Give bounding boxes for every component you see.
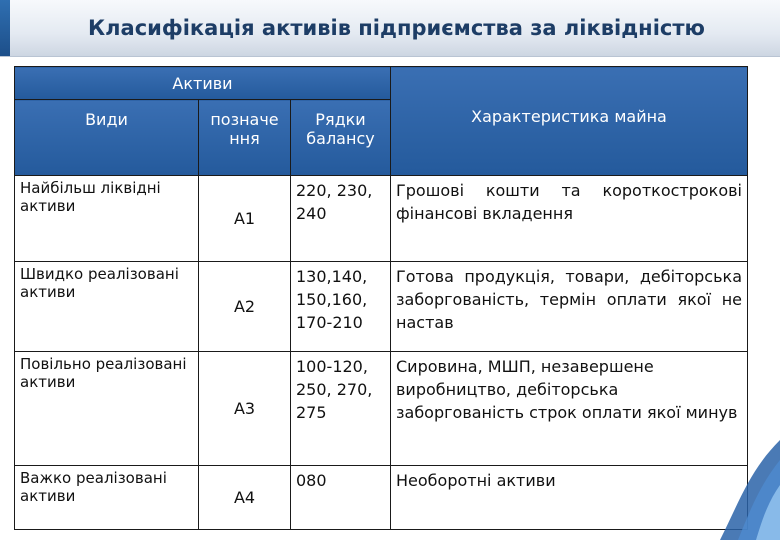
assets-table-container <box>14 66 747 510</box>
header-types: Види <box>15 100 199 176</box>
title-bar <box>0 0 780 57</box>
header-assets-group: Активи <box>15 67 391 100</box>
asset-type-cell: Швидко реалізовані активи <box>15 262 199 352</box>
corner-swoosh-decoration <box>720 440 780 540</box>
title-accent-stripe <box>0 0 10 56</box>
asset-type-cell: Найбільш ліквідні активи <box>15 176 199 262</box>
header-balance-rows: Рядки балансу <box>291 100 391 176</box>
header-designation: позначе ння <box>199 100 291 176</box>
balance-rows-cell: 130,140, 150,160, 170-210 <box>291 262 391 352</box>
asset-code-cell: А3 <box>199 352 291 466</box>
header-row-top <box>15 67 748 100</box>
table-row <box>15 176 748 262</box>
characteristic-cell: Готова продукція, товари, дебіторська заборгованість, термін оплати якої не настав <box>391 262 748 352</box>
table-row <box>15 352 748 466</box>
characteristic-cell: Необоротні активи <box>391 466 748 530</box>
asset-code-cell: А1 <box>199 176 291 262</box>
asset-code-cell: А2 <box>199 262 291 352</box>
balance-rows-cell: 100-120, 250, 270, 275 <box>291 352 391 466</box>
asset-type-cell: Повільно реалізовані активи <box>15 352 199 466</box>
assets-liquidity-table <box>14 66 748 530</box>
table-row <box>15 262 748 352</box>
page-title: Класифікація активів підприємства за ліквідністю <box>88 16 705 40</box>
asset-code-cell: А4 <box>199 466 291 530</box>
characteristic-cell: Грошові кошти та короткострокові фінансові вкладення <box>391 176 748 262</box>
balance-rows-cell: 220, 230, 240 <box>291 176 391 262</box>
characteristic-cell: Сировина, МШП, незавершене виробництво, дебіторська заборгованість строк оплати якої минув <box>391 352 748 466</box>
asset-type-cell: Важко реалізовані активи <box>15 466 199 530</box>
table-row <box>15 466 748 530</box>
balance-rows-cell: 080 <box>291 466 391 530</box>
header-characteristic: Характеристика майна <box>391 67 748 176</box>
